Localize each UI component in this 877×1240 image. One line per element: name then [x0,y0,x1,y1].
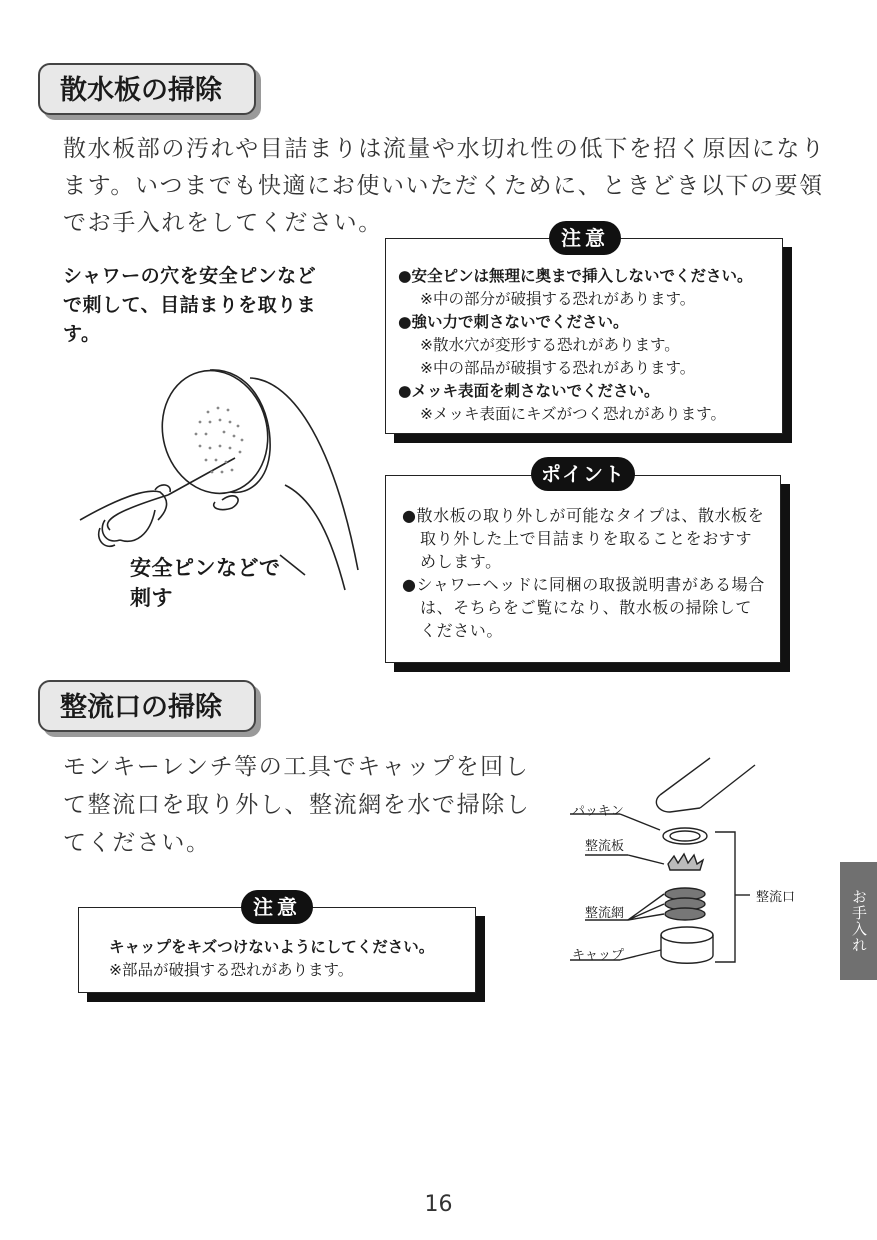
figure-caption [130,553,281,613]
caution-note: ※散水穴が変形する恐れがあります。 [420,336,680,354]
caution-title: 注意 [253,895,301,919]
instruction-line: で刺して、目詰まりを取りま [63,294,317,316]
intro-line: ます。いつまでも快適にお使いいただくために、ときどき以下の要領 [63,173,824,199]
intro-line: モンキーレンチ等の工具でキャップを回し [63,754,530,780]
caution-note: ※メッキ表面にキズがつく恐れがあります。 [420,405,726,423]
label-flow-plate: 整流板 [585,839,625,854]
point-box [385,475,781,663]
caution-label [241,890,313,924]
section-heading-text: 散水板の掃除 [60,75,222,106]
caution-item: ●メッキ表面を刺さないでください。 [398,382,660,400]
intro-line: 散水板部の汚れや目詰まりは流量や水切れ性の低下を招く原因になり [63,136,826,162]
intro-line: てください。 [63,830,211,856]
intro-paragraph [63,748,530,862]
caution-item: キャップをキズつけないようにしてください。 [109,938,435,956]
point-item: ●シャワーヘッドに同梱の取扱説明書がある場合は、そちらをご覧になり、散水板の掃除してください。 [402,575,765,640]
label-cap: キャップ [572,948,625,963]
point-title: ポイント [541,462,625,486]
figure-caption-line: 刺す [130,586,173,610]
section-heading-text: 整流口の掃除 [60,692,222,723]
caution-item: ●強い力で刺さないでください。 [398,313,629,331]
intro-paragraph [63,131,826,242]
label-flow-mesh: 整流網 [585,906,625,921]
section-heading-shower-plate [38,63,256,115]
instruction-line: す。 [63,323,101,345]
caution-note: ※中の部分が破損する恐れがあります。 [420,290,696,308]
side-tab-maintenance [840,862,877,980]
figure-caption-line: 安全ピンなどで [130,556,281,580]
caution-note: ※中の部品が破損する恐れがあります。 [420,359,696,377]
instruction-text [63,262,373,349]
side-tab-label: お手入れ [850,889,868,953]
page-number: 16 [424,1192,453,1217]
caution-title: 注意 [561,226,609,250]
intro-line: でお手入れをしてください。 [63,210,383,236]
point-item: ●散水板の取り外しが可能なタイプは、散水板を取り外した上で目詰まりを取ることをおすすめします。 [402,506,765,571]
label-flow-outlet: 整流口 [756,890,796,905]
label-packing: パッキン [572,804,624,819]
caution-note: ※部品が破損する恐れがあります。 [109,961,354,979]
caution-item: ●安全ピンは無理に奥まで挿入しないでください。 [398,267,753,285]
intro-line: て整流口を取り外し、整流網を水で掃除し [63,792,531,818]
instruction-line: シャワーの穴を安全ピンなど [63,265,317,287]
section-heading-flow-outlet [38,680,256,732]
point-label [531,457,635,491]
caution-label [549,221,621,255]
caution-box [385,238,783,434]
